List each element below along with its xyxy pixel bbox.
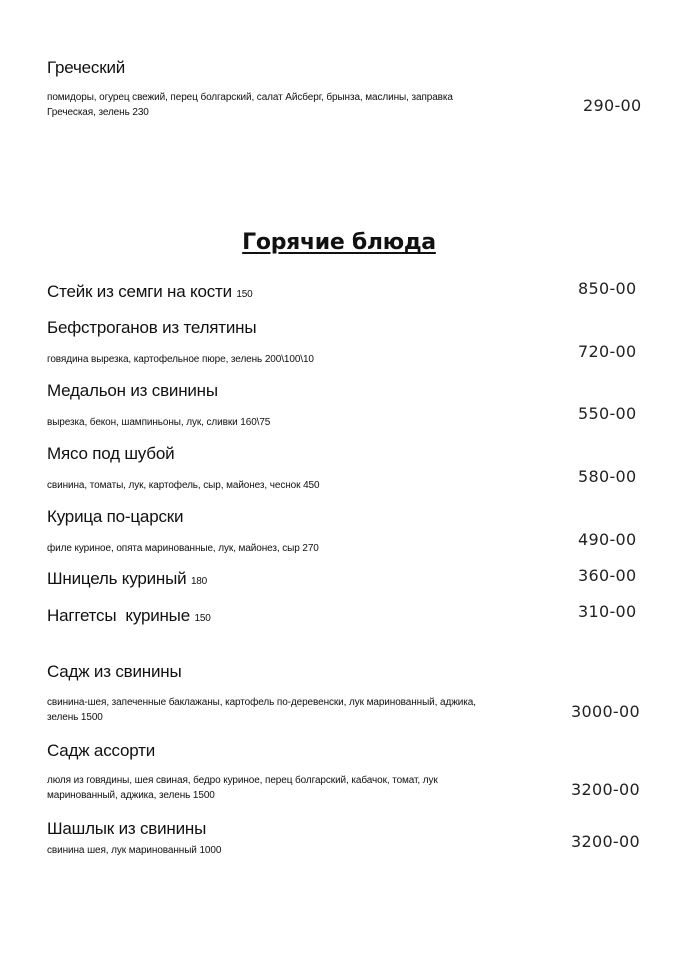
pork-sadj-desc-line1: свинина-шея, запеченные баклажаны, картофель по-деревенски, лук маринованный, аджика, [47, 697, 476, 708]
beef-stroganoff-price: 720-00 [578, 342, 637, 361]
item-name: Стейк из семги на кости [47, 282, 232, 301]
menu-item-salmon-steak [47, 282, 567, 302]
assorted-sadj-description [47, 773, 567, 803]
menu-item-chicken-nuggets [47, 606, 567, 626]
menu-item-tsar-chicken: Курица по-царски [47, 507, 184, 526]
menu-item-chicken-schnitzel [47, 569, 567, 589]
item-desc: филе куриное, опята маринованные, лук, майонез, сыр 270 [47, 543, 319, 554]
item-weight: 150 [236, 289, 253, 300]
item-weight: 150 [194, 613, 211, 624]
meat-under-coat-description [47, 478, 567, 493]
beef-stroganoff-description [47, 352, 567, 367]
item-name: Шницель куриный [47, 569, 187, 588]
tsar-chicken-description [47, 541, 567, 556]
hot-dishes-heading: Горячие блюда [242, 230, 436, 255]
pork-shashlik-description [47, 843, 567, 858]
menu-item-assorted-sadj: Садж ассорти [47, 741, 156, 760]
item-desc: говядина вырезка, картофельное пюре, зелень 200\100\10 [47, 354, 314, 365]
assorted-sadj-price: 3200-00 [571, 780, 640, 799]
meat-under-coat-price: 580-00 [578, 467, 637, 486]
pork-shashlik-price: 3200-00 [571, 832, 640, 851]
greek-salad-desc-line1: помидоры, огурец свежий, перец болгарский, салат Айсберг, брынза, маслины, заправка [47, 92, 453, 103]
item-desc: зелень 1500 [47, 712, 103, 723]
item-desc: свинина, томаты, лук, картофель, сыр, майонез, чеснок 450 [47, 480, 320, 491]
salmon-steak-price: 850-00 [578, 279, 637, 298]
item-desc: маринованный, аджика, зелень 1500 [47, 790, 215, 801]
greek-salad-description [47, 90, 567, 120]
greek-salad-desc-text: Греческая, зелень 230 [47, 107, 149, 118]
menu-item-meat-under-coat: Мясо под шубой [47, 444, 175, 463]
greek-salad-title: Греческий [47, 58, 126, 77]
assorted-sadj-desc-line1: люля из говядины, шея свиная, бедро куриное, перец болгарский, кабачок, томат, лук [47, 775, 438, 786]
menu-item-beef-stroganoff: Бефстроганов из телятины [47, 318, 257, 337]
pork-sadj-price: 3000-00 [571, 702, 640, 721]
menu-item-pork-medallion: Медальон из свинины [47, 381, 218, 400]
item-name: Наггетсы куриные [47, 606, 190, 625]
pork-sadj-desc-line2 [47, 710, 567, 725]
chicken-nuggets-price: 310-00 [578, 602, 637, 621]
menu-item-pork-shashlik: Шашлык из свинины [47, 819, 207, 838]
menu-item-pork-sadj: Садж из свинины [47, 662, 182, 681]
pork-sadj-description [47, 695, 567, 725]
pork-medallion-price: 550-00 [578, 404, 637, 423]
assorted-sadj-desc-line2 [47, 788, 567, 803]
greek-salad-price: 290-00 [583, 96, 642, 115]
tsar-chicken-price: 490-00 [578, 530, 637, 549]
greek-salad-desc-line2 [47, 105, 567, 120]
item-desc: свинина шея, лук маринованный 1000 [47, 845, 222, 856]
pork-medallion-description [47, 415, 567, 430]
chicken-schnitzel-price: 360-00 [578, 566, 637, 585]
item-desc: вырезка, бекон, шампиньоны, лук, сливки 160\75 [47, 417, 271, 428]
item-weight: 180 [190, 576, 208, 587]
